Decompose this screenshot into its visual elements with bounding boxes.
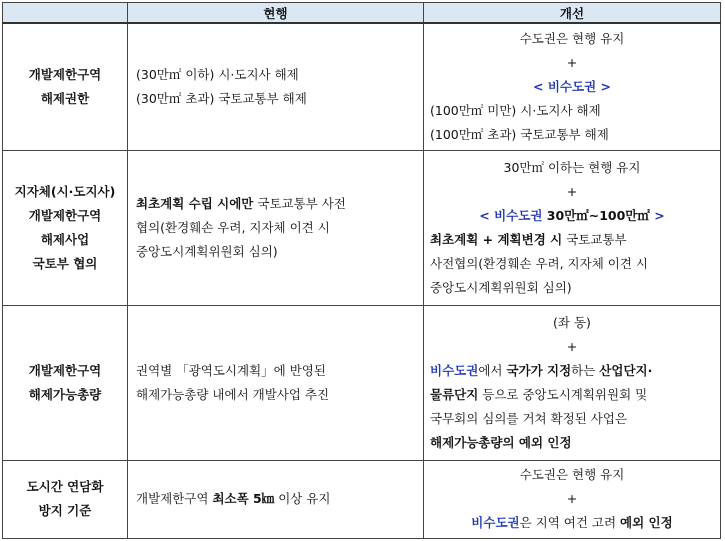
emphasis: 예외 인정 xyxy=(620,515,673,530)
label-line: 도시간 연담화 xyxy=(26,479,104,494)
text-line: (100만㎡ 초과) 국토교통부 해제 xyxy=(430,126,609,142)
row-label xyxy=(3,460,128,538)
text-line: 중앙도시계획위원회 심의) xyxy=(136,243,278,259)
region-name: 비수도권 xyxy=(494,207,543,223)
text-line: (좌 동) xyxy=(553,314,591,330)
bracket: > xyxy=(649,207,665,223)
text-line xyxy=(430,383,714,407)
bracket: < xyxy=(479,207,495,223)
text-line: 수도권은 현행 유지 xyxy=(519,30,625,46)
region-heading xyxy=(430,75,714,99)
plus-sign: + xyxy=(566,54,578,70)
text-line xyxy=(136,192,415,216)
improved-cell xyxy=(424,150,721,305)
plus-sign: + xyxy=(566,491,578,506)
row-urbanization-criteria xyxy=(3,460,721,538)
label-line: 지자체(시·도지사) xyxy=(14,183,116,199)
plus-sign: + xyxy=(566,183,578,199)
row-label xyxy=(3,23,128,150)
label-line: 국토부 협의 xyxy=(32,255,98,271)
text-span: 국토교통부 사전 xyxy=(253,195,346,211)
improved-cell xyxy=(424,460,721,538)
region-heading xyxy=(430,204,714,228)
text-line: 해제가능총량 내에서 개발사업 추진 xyxy=(136,386,330,402)
text-line xyxy=(430,359,714,383)
row-label xyxy=(3,305,128,460)
improved-cell xyxy=(424,23,721,150)
text-span: 국토교통부 xyxy=(562,231,627,247)
region-name: 비수도권 xyxy=(471,515,520,530)
text-line xyxy=(430,511,714,535)
label-line: 방지 기준 xyxy=(38,503,92,518)
text-span: 개발제한구역 xyxy=(136,491,213,506)
improved-cell xyxy=(424,305,721,460)
header-current: 현행 xyxy=(128,3,424,24)
text-span: 은 지역 여건 고려 xyxy=(519,515,621,530)
label-line: 해제가능총량 xyxy=(28,386,102,402)
emphasis: 최초계획 수립 시에만 xyxy=(136,195,254,211)
current-cell xyxy=(128,150,424,305)
header-blank xyxy=(3,3,128,24)
emphasis: 물류단지 xyxy=(430,386,479,402)
text-line: 중앙도시계획위원회 심의) xyxy=(430,279,572,295)
emphasis: 국가가 지정 xyxy=(506,362,572,378)
bracket: > xyxy=(596,78,611,94)
comparison-table xyxy=(2,2,721,539)
text-line xyxy=(430,228,714,252)
text-line: (30만㎡ 초과) 국토교통부 해제 xyxy=(136,90,307,106)
header-improved: 개선 xyxy=(424,3,721,24)
text-span: 에서 xyxy=(478,362,507,378)
emphasis: 산업단지· xyxy=(599,362,653,378)
row-release-quota xyxy=(3,305,721,460)
text-line: 권역별 「광역도시계획」에 반영된 xyxy=(136,362,326,378)
text-line: 협의(환경훼손 우려, 지자체 이견 시 xyxy=(136,219,330,235)
plus-sign: + xyxy=(566,338,578,354)
emphasis: 최소폭 5㎞ xyxy=(212,491,275,506)
region-name: 비수도권 xyxy=(430,362,479,378)
current-cell xyxy=(128,460,424,538)
text-span: 이상 유지 xyxy=(274,491,331,506)
row-consultation xyxy=(3,150,721,305)
text-line: 30만㎡ 이하는 현행 유지 xyxy=(503,159,641,175)
bracket: < xyxy=(533,78,548,94)
text-span: 하는 xyxy=(571,362,600,378)
text-line: (100만㎡ 미만) 시·도지사 해제 xyxy=(430,102,601,118)
text-line xyxy=(136,487,415,511)
current-cell xyxy=(128,23,424,150)
label-line: 개발제한구역 xyxy=(28,66,102,82)
label-line: 해제권한 xyxy=(40,90,90,106)
emphasis: 최초계획 + 계획변경 시 xyxy=(430,231,563,247)
text-span: 등으로 중앙도시계획위원회 및 xyxy=(478,386,648,402)
text-line: 국무회의 심의를 거쳐 확정된 사업은 xyxy=(430,410,628,426)
region-name: 비수도권 xyxy=(547,78,597,94)
range: 30만㎡∼100만㎡ xyxy=(542,207,650,223)
label-line: 개발제한구역 xyxy=(28,362,102,378)
text-line: 사전협의(환경훼손 우려, 지자체 이견 시 xyxy=(430,255,648,271)
row-label xyxy=(3,150,128,305)
text-line: 해제가능총량의 예외 인정 xyxy=(430,434,572,450)
text-line: 수도권은 현행 유지 xyxy=(519,467,625,482)
header-row xyxy=(3,3,721,24)
text-line: (30만㎡ 이하) 시·도지사 해제 xyxy=(136,66,299,82)
current-cell xyxy=(128,305,424,460)
label-line: 해제사업 xyxy=(40,231,90,247)
label-line: 개발제한구역 xyxy=(28,207,102,223)
row-release-authority xyxy=(3,23,721,150)
